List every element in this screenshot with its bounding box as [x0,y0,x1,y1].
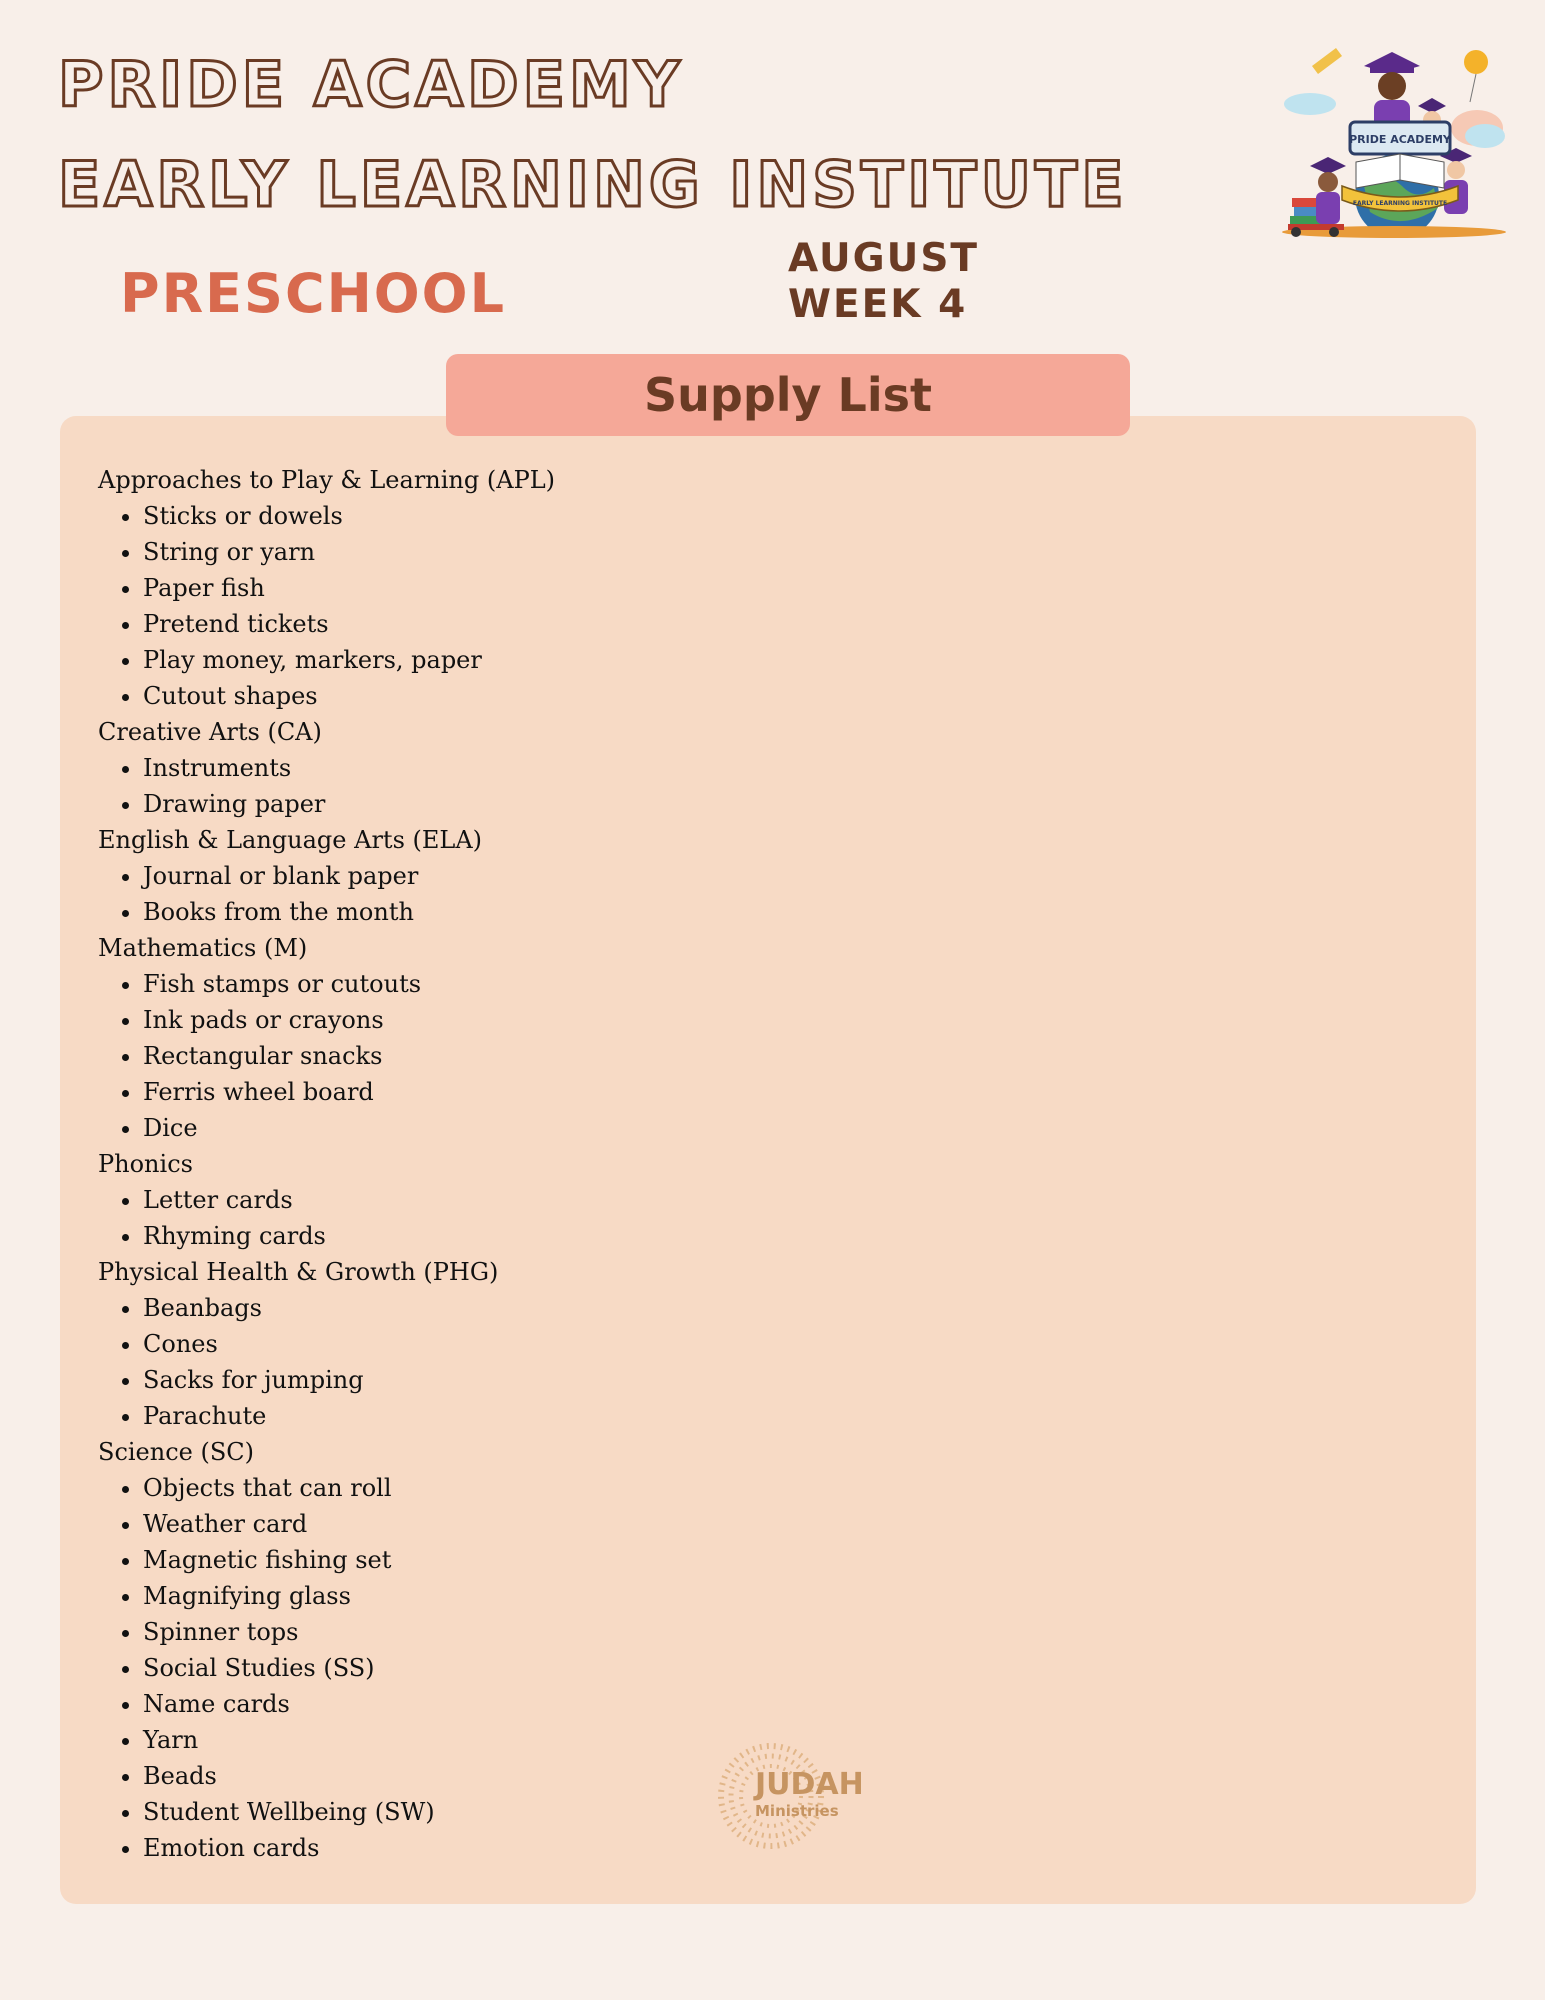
program-label: PRESCHOOL [120,262,506,325]
list-item: • Instruments [143,750,998,786]
section-title: Creative Arts (CA) [98,718,322,746]
section-title: Phonics [98,1150,193,1178]
list-item: • Student Wellbeing (SW) [143,1794,998,1830]
list-item: • Dice [143,1110,998,1146]
month-label: AUGUST [788,236,980,281]
section-items [98,1182,998,1254]
list-item: • Magnifying glass [143,1578,998,1614]
list-item: • Beanbags [143,1290,998,1326]
list-item: • Fish stamps or cutouts [143,966,998,1002]
title-line-2: EARLY LEARNING INSTITUTE [58,148,1128,221]
list-item: • Books from the month [143,894,998,930]
week-label: WEEK 4 [788,282,968,327]
list-item: • Ferris wheel board [143,1074,998,1110]
supply-list [98,462,998,1866]
section-title: Science (SC) [98,1438,255,1466]
list-item: • Pretend tickets [143,606,998,642]
list-item: • Emotion cards [143,1830,998,1866]
supply-list-title: Supply List [446,354,1130,436]
section-items [98,1290,998,1434]
section-items [98,498,998,714]
list-item: • Drawing paper [143,786,998,822]
list-item: • Objects that can roll [143,1470,998,1506]
section-title: Mathematics (M) [98,934,308,962]
list-item: • Ink pads or crayons [143,1002,998,1038]
section-items [98,966,998,1146]
list-item: • Play money, markers, paper [143,642,998,678]
list-item: • Rectangular snacks [143,1038,998,1074]
list-item: • String or yarn [143,534,998,570]
section-title: Physical Health & Growth (PHG) [98,1258,499,1286]
watermark-sub: Ministries [755,1802,839,1820]
list-item: • Letter cards [143,1182,998,1218]
list-item: • Weather card [143,1506,998,1542]
period-label [788,236,979,328]
list-item: • Paper fish [143,570,998,606]
list-item: • Cones [143,1326,998,1362]
watermark-name: JUDAH [755,1767,864,1802]
section-title: English & Language Arts (ELA) [98,826,483,854]
list-item: • Sticks or dowels [143,498,998,534]
list-item: • Sacks for jumping [143,1362,998,1398]
pride-academy-logo [1272,36,1512,241]
section-title: Approaches to Play & Learning (APL) [98,466,556,494]
section-items [98,858,998,930]
list-item: • Journal or blank paper [143,858,998,894]
list-item: • Social Studies (SS) [143,1650,998,1686]
list-item: • Cutout shapes [143,678,998,714]
list-item: • Magnetic fishing set [143,1542,998,1578]
list-item: • Parachute [143,1398,998,1434]
logo-ribbon-text: EARLY LEARNING INSTITUTE [1352,200,1448,207]
judah-ministries-watermark [715,1740,865,1852]
list-item: • Beads [143,1758,998,1794]
logo-banner-text: PRIDE ACADEMY [1349,133,1451,146]
list-item: • Spinner tops [143,1614,998,1650]
list-item: • Name cards [143,1686,998,1722]
section-items [98,750,998,822]
list-item: • Yarn [143,1722,998,1758]
list-item: • Rhyming cards [143,1218,998,1254]
title-line-1: PRIDE ACADEMY [58,48,684,121]
